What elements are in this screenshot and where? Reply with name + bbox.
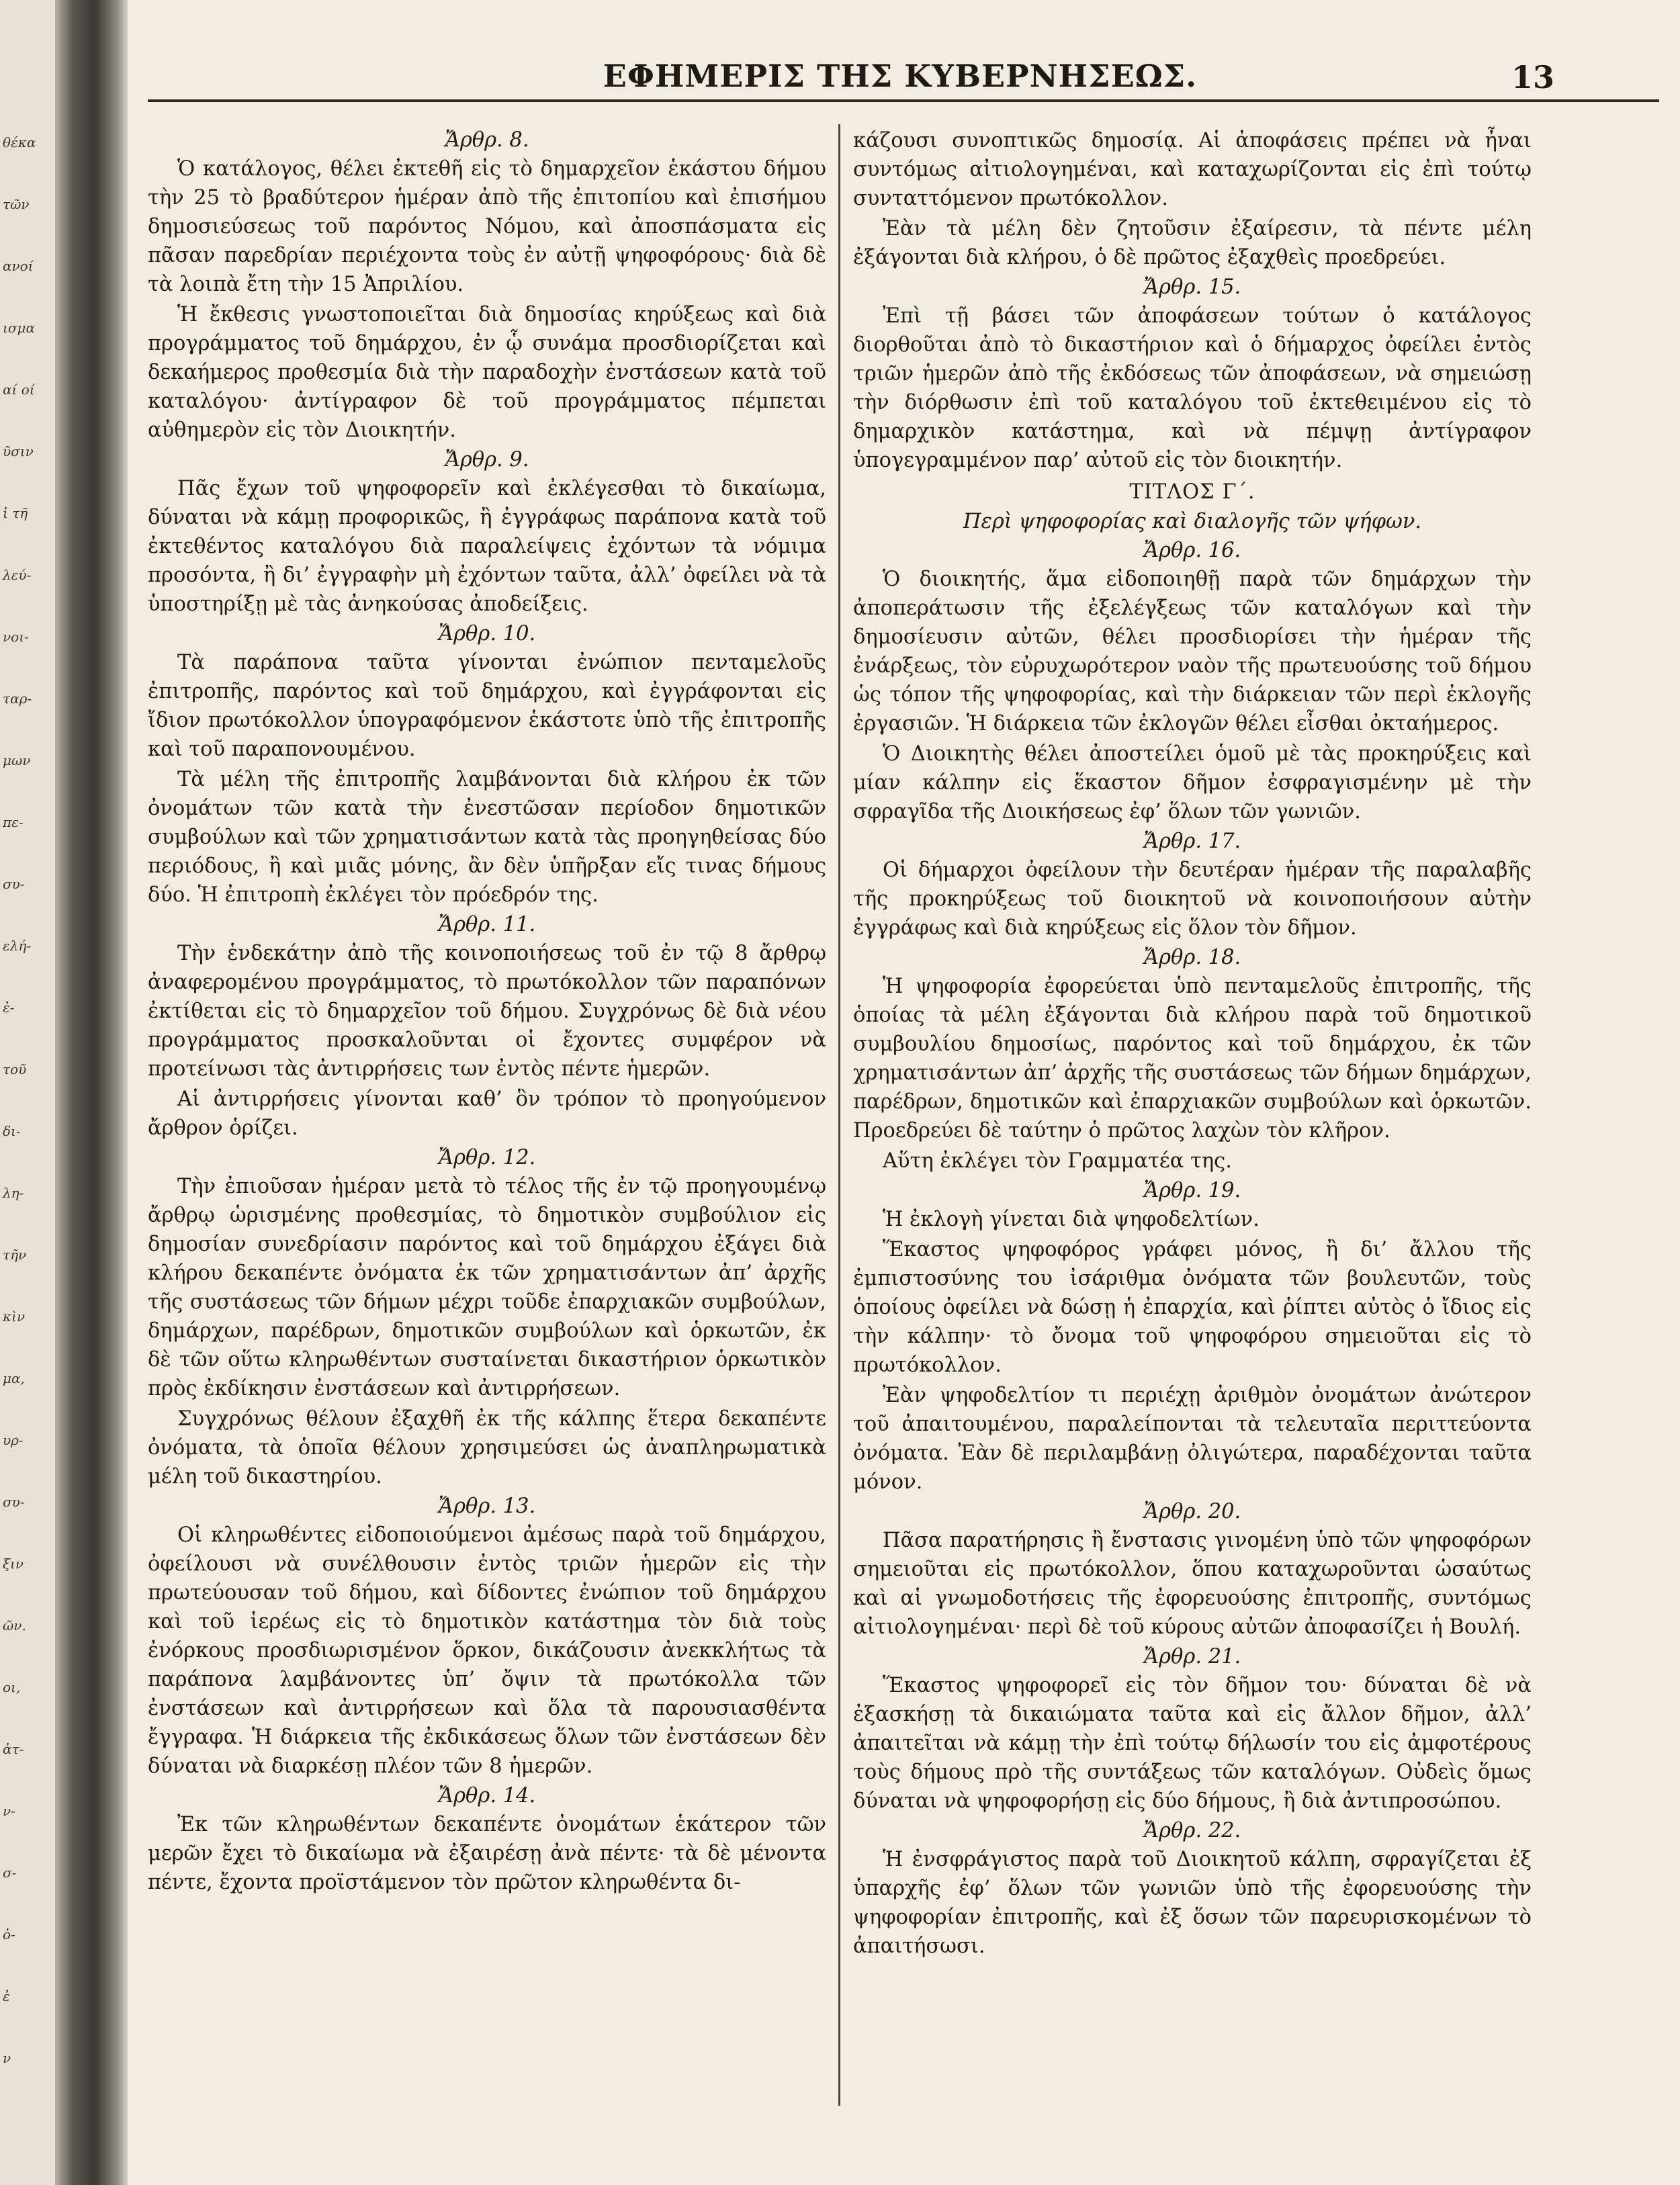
article-heading: Ἄρθρ. 8.: [445, 128, 529, 152]
paragraph: Τὰ μέλη τῆς ἐπιτροπῆς λαμβάνονται διὰ κλήρου ἐκ τῶν ὀνομάτων τῶν κατὰ τὴν ἐνεστῶσαν περίοδον δημοτικῶν συμβούλων καὶ τῶν χρηματισάντων κατὰ τὰς προηγηθείσας δύο περιόδους, ἢ καὶ μιᾶς μόνης, ἂν δὲν ὑπῆρξαν εἴς τινας δήμους δύο. Ἡ ἐπιτροπὴ ἐκλέγει τὸν πρόεδρόν της.: [148, 768, 826, 907]
article-heading: Ἄρθρ. 21.: [1143, 1645, 1241, 1668]
article-heading: Ἄρθρ. 9.: [445, 448, 529, 472]
paragraph: Ἐὰν ψηφοδελτίον τι περιέχῃ ἀριθμὸν ὀνομάτων ἀνώτερον τοῦ ἀπαιτουμένου, παραλείπονται τὰ τελευταῖα περιττεύοντα ὀνόματα. Ἐὰν δὲ περιλαμβάνῃ ὀλιγώτερα, παραδέχονται ταῦτα μόνον.: [853, 1384, 1532, 1494]
paragraph: Ὁ κατάλογος, θέλει ἐκτεθῆ εἰς τὸ δημαρχεῖον ἑκάστου δήμου τὴν 25 τὸ βραδύτερον ἡμέραν ἀπὸ τῆς ἐπιτοπίου καὶ ἐπισήμου δημοσιεύσεως τοῦ παρόντος Νόμου, καὶ ἀποσπάσματα εἰς πᾶσαν παρεδρίαν περιέχοντα τοὺς ἐν αὐτῇ ψηφοφόρους· διὰ δὲ τὰ λοιπὰ ἔτη τὴν 15 Ἀπριλίου.: [148, 157, 826, 296]
adjacent-page-fragment: συ-: [3, 1494, 25, 1510]
page-header-title: ΕΦΗΜΕΡΙΣ ΤΗΣ ΚΥΒΕΡΝΗΣΕΩΣ.: [603, 58, 1198, 94]
paragraph: Τὴν ἑνδεκάτην ἀπὸ τῆς κοινοποιήσεως τοῦ ἐν τῷ 8 ἄρθρῳ ἀναφερομένου προγράμματος, τὸ πρωτόκολλον τῶν παραπόνων ἐκτίθεται εἰς τὸ δημαρχεῖον τοῦ δήμου. Συγχρόνως δὲ διὰ νέου προγράμματος προσκαλοῦνται οἱ ἔχοντες συμφέρον νὰ προτείνωσι τὰς ἀντιρρήσεις των ἐντὸς πέντε ἡμερῶν.: [148, 942, 826, 1081]
paragraph: Ἐπὶ τῇ βάσει τῶν ἀποφάσεων τούτων ὁ κατάλογος διορθοῦται ἀπὸ τὸ δικαστήριον καὶ ὁ δήμαρχος ὀφείλει ἐντὸς τριῶν ἡμερῶν ἀπὸ τῆς ἐκδόσεως τῶν ἀποφάσεων, νὰ σημειώσῃ τὴν διόρθωσιν ἐπὶ τοῦ καταλόγου τοῦ ἐκτεθειμένου εἰς τὸ δημαρχικὸν κατάστημα, καὶ νὰ πέμψῃ ἀντίγραφον ὑπογεγραμμένον παρ’ αὐτοῦ εἰς τὸν διοικητήν.: [853, 304, 1532, 472]
adjacent-page-fragment: ὀ-: [3, 1926, 15, 1943]
adjacent-page-fragment: ἐ-: [3, 999, 15, 1016]
adjacent-page-fragment: θέκα: [3, 134, 36, 150]
book-gutter: [55, 0, 128, 2185]
page-number: 13: [1511, 59, 1555, 95]
article-heading: Ἄρθρ. 22.: [1143, 1819, 1241, 1842]
article-heading: Ἄρθρ. 13.: [438, 1495, 536, 1518]
adjacent-page-fragment: δι-: [3, 1123, 21, 1139]
paragraph: Αὕτη ἐκλέγει τὸν Γραμματέα της.: [883, 1149, 1232, 1173]
article-heading: Ἄρθρ. 14.: [438, 1784, 536, 1808]
adjacent-page-fragment: ισμα: [3, 320, 35, 336]
article-heading: Ἄρθρ. 18.: [1143, 946, 1241, 969]
paragraph-continued: κάζουσι συνοπτικῶς δημοσίᾳ. Αἱ ἀποφάσεις πρέπει νὰ ἦναι συντόμως αἰτιολογημέναι, καὶ καταχωρίζονται εἰς ἐπὶ τούτῳ συνταττόμενον πρωτόκολλον.: [853, 129, 1532, 210]
paragraph: Ἕκαστος ψηφοφόρος γράφει μόνος, ἢ δι’ ἄλλου τῆς ἐμπιστοσύνης του ἰσάριθμα ὀνόματα τῶν βουλευτῶν, τοὺς ὁποίους ὀφείλει νὰ δώσῃ ἡ ἐπαρχία, καὶ ῥίπτει αὐτὸς ὁ ἴδιος εἰς τὴν κάλπην· τὸ ὄνομα τοῦ ψηφοφόρου σημειοῦται εἰς τὸ πρωτόκολλον.: [853, 1238, 1532, 1377]
adjacent-page-fragment: υρ-: [3, 1432, 24, 1448]
right-text-column: [853, 126, 1532, 1962]
adjacent-page-fragment: ταρ-: [3, 690, 32, 707]
paragraph: Συγχρόνως θέλουν ἐξαχθῆ ἐκ τῆς κάλπης ἕτερα δεκαπέντε ὀνόματα, τὰ ὁποῖα θέλουν χρησιμεύσει ὡς ἀναπληρωματικὰ μέλη τοῦ δικαστηρίου.: [148, 1407, 826, 1488]
adjacent-page-fragment: κὶν: [3, 1308, 26, 1325]
adjacent-page-fragment: μων: [3, 752, 31, 768]
adjacent-page-fragment: συ-: [3, 876, 25, 892]
paragraph: Ὁ Διοικητὴς θέλει ἀποστείλει ὁμοῦ μὲ τὰς προκηρύξεις καὶ μίαν κάλπην εἰς ἕκαστον δῆμον ἐσφραγισμένην μὲ τὴν σφραγῖδα τῆς Διοικήσεως ἐφ’ ὅλων τῶν γωνιῶν.: [853, 742, 1532, 823]
adjacent-page-fragment: ἐ: [3, 1988, 10, 2004]
adjacent-page-fragment: οι,: [3, 1679, 21, 1695]
paragraph: Ὁ διοικητής, ἅμα εἰδοποιηθῇ παρὰ τῶν δημάρχων τὴν ἀποπεράτωσιν τῆς ἐξελέγξεως τῶν καταλόγων καὶ τὴν δημοσίευσιν αὐτῶν, θέλει προσδιορίσει τὴν ἡμέραν τῆς ἐνάρξεως, τὸν εὐρυχωρότερον ναὸν τῆς πρωτευούσης τοῦ δήμου ὡς τόπον τῆς ψηφοφορίας, καὶ τὴν διάρκειαν τῶν περὶ ἐκλογῆς ἐργασιῶν. Ἡ διάρκεια τῶν ἐκλογῶν θέλει εἶσθαι ὀκταήμερος.: [853, 568, 1532, 735]
title-heading: ΤΙΤΛΟΣ Γ΄.: [1129, 480, 1255, 504]
header-rule: [148, 99, 1659, 102]
article-heading: Ἄρθρ. 16.: [1143, 539, 1241, 562]
section-subheading: Περὶ ψηφοφορίας καὶ διαλογῆς τῶν ψήφων.: [963, 510, 1422, 533]
article-heading: Ἄρθρ. 15.: [1143, 275, 1241, 299]
adjacent-page-fragment: ν-: [3, 1803, 15, 1819]
paragraph: Ἡ ἔκθεσις γνωστοποιεῖται διὰ δημοσίας κηρύξεως καὶ διὰ προγράμματος τοῦ δημάρχου, ἐν ᾧ συνάμα προσδιορίζεται καὶ δεκαήμερος προθεσμία διὰ τὴν παραδοχὴν ἐνστάσεων κατὰ τοῦ καταλόγου· ἀντίγραφον δὲ τοῦ προγράμματος πέμπεται αὐθημερὸν εἰς τὸν Διοικητήν.: [148, 303, 826, 442]
adjacent-page-fragment: σ-: [3, 1865, 17, 1881]
paragraph: Πᾶς ἔχων τοῦ ψηφοφορεῖν καὶ ἐκλέγεσθαι τὸ δικαίωμα, δύναται νὰ κάμῃ προφορικῶς, ἢ ἐγγράφως παράπονα κατὰ τοῦ ἐκτεθέντος καταλόγου διὰ παραλείψεις ἐχόντων τὰ νόμιμα προσόντα, ἢ δι’ ἐγγραφὴν μὴ ἐχόντων ταῦτα, ἀλλ’ ὀφείλει νὰ τὰ ὑποστηρίξῃ μὲ τὰς ἀνηκούσας ἀποδείξεις.: [148, 477, 826, 616]
adjacent-page-edge: [0, 0, 55, 2185]
adjacent-page-fragment: ῶν.: [3, 1617, 26, 1634]
adjacent-page-fragment: λη-: [3, 1185, 24, 1201]
paragraph: Ἐὰν τὰ μέλη δὲν ζητοῦσιν ἐξαίρεσιν, τὰ πέντε μέλη ἐξάγονται διὰ κλήρου, ὁ δὲ πρῶτος ἐξαχθεὶς προεδρεύει.: [853, 217, 1532, 269]
left-text-column: [148, 126, 826, 1898]
paragraph: Τὰ παράπονα ταῦτα γίνονται ἐνώπιον πενταμελοῦς ἐπιτροπῆς, παρόντος καὶ τοῦ δημάρχου, καὶ ἐγγράφονται εἰς ἴδιον πρωτόκολλον ὑπογραφόμενον ἑκάστοτε ὑπὸ τῆς ἐπιτροπῆς καὶ τοῦ παραπονουμένου.: [148, 651, 826, 761]
paragraph: Τὴν ἐπιοῦσαν ἡμέραν μετὰ τὸ τέλος τῆς ἐν τῷ προηγουμένῳ ἄρθρῳ ὡρισμένης προθεσμίας, τὸ δημοτικὸν συμβούλιον εἰς δημοσίαν συνεδρίασιν παρόντος καὶ τοῦ δημάρχου ἐξάγει διὰ κλήρου δεκαπέντε ὀνόματα ἐκ τῶν χρηματισάντων ἀπ’ ἀρχῆς τῆς συστάσεως τῶν δήμων μέχρι τοῦδε ἐπαρχιακῶν συμβούλων, δημάρχων, παρέδρων, δημοτικῶν συμβούλων καὶ ὁρκωτῶν, ἐκ δὲ τῶν οὕτω κληρωθέντων συσταίνεται δικαστήριον ὁρκωτικὸν πρὸς ἐκδίκησιν ἐνστάσεων καὶ ἀντιρρήσεων.: [148, 1175, 826, 1400]
gazette-page: [128, 0, 1680, 2185]
paragraph: Ἡ ἐνσφράγιστος παρὰ τοῦ Διοικητοῦ κάλπη, σφραγίζεται ἐξ ὑπαρχῆς ἐφ’ ὅλων τῶν γωνιῶν ὑπὸ τῆς ἐφορευούσης τὴν ψηφοφορίαν ἐπιτροπῆς, καὶ ἐξ ὅσων τῶν παρευρισκομένων τὸ ἀπαιτήσωσι.: [853, 1848, 1532, 1958]
adjacent-page-fragment: πε-: [3, 814, 24, 830]
paragraph: Αἱ ἀντιρρήσεις γίνονται καθ’ ὃν τρόπον τὸ προηγούμενον ἄρθρον ὁρίζει.: [148, 1087, 826, 1140]
paragraph: Ἐκ τῶν κληρωθέντων δεκαπέντε ὀνομάτων ἑκάτερον τῶν μερῶν ἔχει τὸ δικαίωμα νὰ ἐξαιρέσῃ ἀνὰ πέντε· τὰ δὲ μένοντα πέντε, ἔχοντα προϊστάμενον τὸν πρῶτον κληρωθέντα δι-: [148, 1813, 826, 1894]
adjacent-page-fragment: μα,: [3, 1370, 25, 1386]
article-heading: Ἄρθρ. 11.: [438, 913, 536, 936]
adjacent-page-fragment: ἰ τῆ: [3, 505, 28, 521]
column-divider: [838, 124, 840, 2106]
adjacent-page-fragment: αί οί: [3, 382, 35, 398]
adjacent-page-fragment: τοῦ: [3, 1061, 27, 1077]
article-heading: Ἄρθρ. 19.: [1143, 1179, 1241, 1202]
adjacent-page-fragment: λεύ-: [3, 567, 32, 583]
article-heading: Ἄρθρ. 17.: [1143, 830, 1241, 853]
paragraph: Ἕκαστος ψηφοφορεῖ εἰς τὸν δῆμον του· δύναται δὲ νὰ ἐξασκήσῃ τὰ δικαιώματα ταῦτα καὶ εἰς ἄλλον δῆμον, ἀλλ’ ἀπαιτεῖται νὰ κάμῃ τὴν ἐπὶ τούτῳ δήλωσίν του εἰς ἀμφοτέρους τοὺς δήμους πρὸ τῆς συντάξεως τῶν καταλόγων. Οὐδεὶς ὅμως δύναται νὰ ψηφοφορήσῃ εἰς δύο δήμους, ἢ διὰ ἀντιπροσώπου.: [853, 1674, 1532, 1813]
article-heading: Ἄρθρ. 10.: [438, 622, 536, 645]
paragraph: Πᾶσα παρατήρησις ἢ ἔνστασις γινομένη ὑπὸ τῶν ψηφοφόρων σημειοῦται εἰς πρωτόκολλον, ὅπου καταχωροῦνται ὡσαύτως καὶ αἱ γνωμοδοτήσεις τῆς ἐφορευούσης ἐπιτροπῆς, συντόμως αἰτιολογημέναι· περὶ δὲ τοῦ κύρους αὐτῶν ἀποφασίζει ἡ Βουλή.: [853, 1529, 1532, 1639]
article-heading: Ἄρθρ. 12.: [438, 1146, 536, 1169]
adjacent-page-fragment: τῆν: [3, 1247, 27, 1263]
adjacent-page-fragment: ξιν: [3, 1556, 24, 1572]
paragraph: Ἡ ψηφοφορία ἐφορεύεται ὑπὸ πενταμελοῦς ἐπιτροπῆς, τῆς ὁποίας τὰ μέλη ἐξάγονται διὰ κλήρου παρὰ τοῦ δημοτικοῦ συμβουλίου δημοσίως, παρόντος καὶ τοῦ δημάρχου, ἐκ τῶν χρηματισάντων ἀπ’ ἀρχῆς τῆς συστάσεως τῶν δήμων δημάρχων, παρέδρων, δημοτικῶν καὶ ἐπαρχιακῶν συμβούλων καὶ ὁρκωτῶν. Προεδρεύει δὲ ταύτην ὁ πρῶτος λαχὼν τὸν κλῆρον.: [853, 975, 1532, 1143]
paragraph: Οἱ δήμαρχοι ὀφείλουν τὴν δευτέραν ἡμέραν τῆς παραλαβῆς τῆς προκηρύξεως τοῦ διοικητοῦ νὰ κοινοποιήσουν αὐτὴν ἐγγράφως καὶ διὰ κηρύξεως εἰς ὅλον τὸν δῆμον.: [853, 858, 1532, 940]
article-heading: Ἄρθρ. 20.: [1143, 1500, 1241, 1523]
paragraph: Ἡ ἐκλογὴ γίνεται διὰ ψηφοδελτίων.: [883, 1208, 1259, 1231]
adjacent-page-fragment: ανοί: [3, 258, 34, 274]
adjacent-page-fragment: ν: [3, 2050, 11, 2066]
adjacent-page-fragment: ῦσιν: [3, 443, 34, 459]
paragraph: Οἱ κληρωθέντες εἰδοποιούμενοι ἀμέσως παρὰ τοῦ δημάρχου, ὀφείλουσι νὰ συνέλθουσιν ἐντὸς τριῶν ἡμερῶν εἰς τὴν πρωτεύουσαν τοῦ δήμου, καὶ δίδοντες ἐνώπιον τοῦ δημάρχου καὶ τοῦ ἱερέως εἰς τὸ δημοτικὸν κατάστημα τὸν διὰ τοὺς ἐνόρκους προσδιωρισμένον ὅρκον, δικάζουσιν ἀνεκκλήτως τὰ παράπονα λαμβάνοντες ὑπ’ ὄψιν τὰ πρωτόκολλα τῶν ἐνστάσεων καὶ ἀντιρρήσεων καὶ ὅλα τὰ παρουσιασθέντα ἔγγραφα. Ἡ διάρκεια τῆς ἐκδικάσεως ὅλων τῶν ἐνστάσεων δὲν δύναται νὰ διαρκέσῃ πλέον τῶν 8 ἡμερῶν.: [148, 1523, 826, 1778]
adjacent-page-fragment: τῶν: [3, 196, 30, 212]
adjacent-page-fragment: ελή-: [3, 938, 32, 954]
adjacent-page-fragment: ἀτ-: [3, 1741, 24, 1757]
adjacent-page-fragment: νοι-: [3, 629, 29, 645]
